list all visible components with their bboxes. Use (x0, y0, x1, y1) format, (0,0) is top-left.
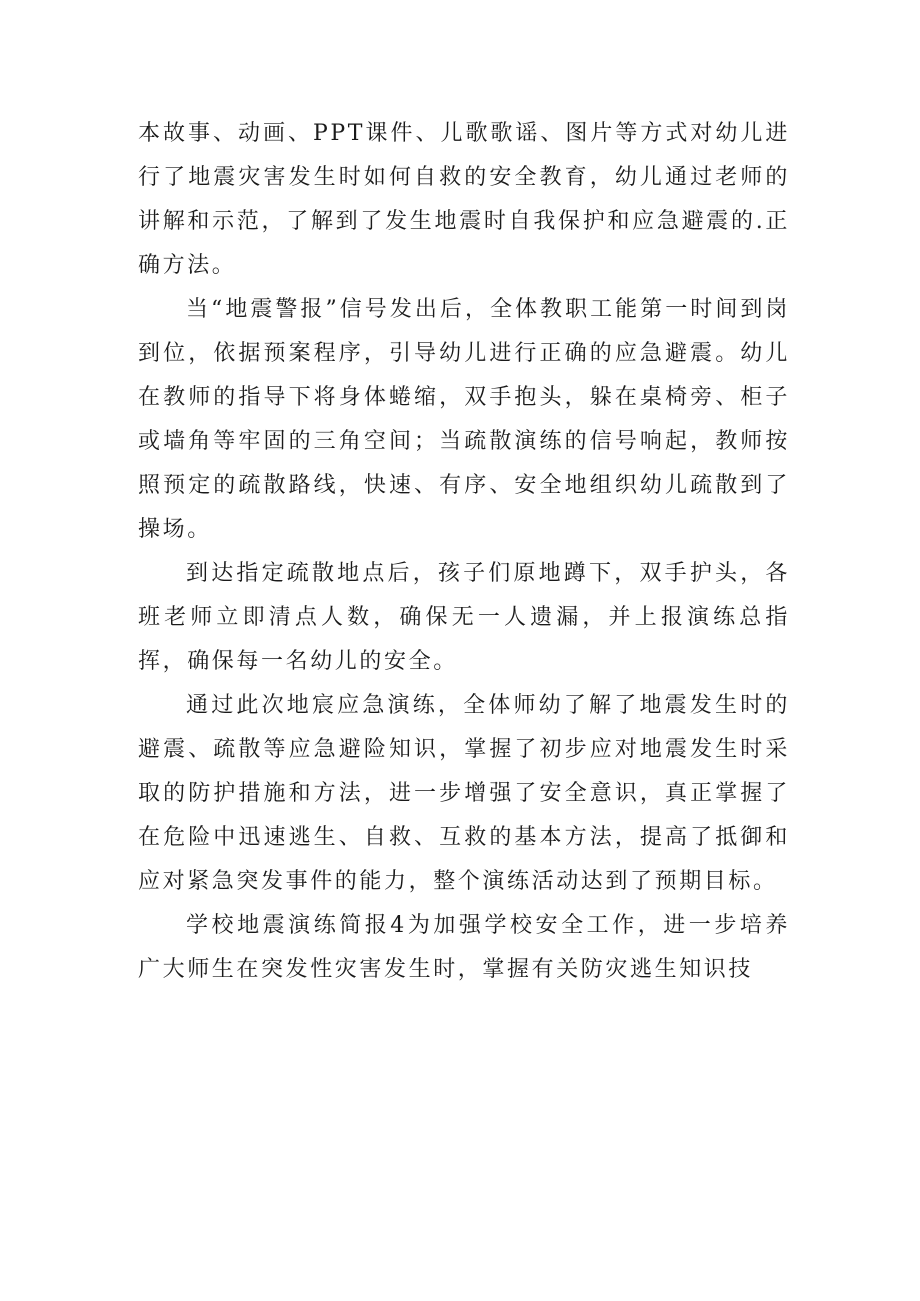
paragraph-3: 到达指定疏散地点后，孩子们原地蹲下，双手护头，各班老师立即清点人数，确保无一人遗漏，并上报演练总指挥，确保每一名幼儿的安全。 (138, 561, 790, 674)
paragraph-1: 本故事、动画、PPT课件、儿歌歌谣、图片等方式对幼儿进行了地震灾害发生时如何自救的安全教育，幼儿通过老师的讲解和示范，了解到了发生地震时自我保护和应急避震的.正确方法。 (138, 121, 790, 278)
document-body (138, 112, 790, 992)
paragraph-2: 当“地震警报”信号发出后，全体教职工能第一时间到岗到位，依据预案程序，引导幼儿进行正确的应急避震。幼儿在教师的指导下将身体蜷缩，双手抱头，躲在桌椅旁、柜子或墙角等牢固的三角空间；当疏散演练的信号响起，教师按照预定的疏散路线，快速、有序、安全地组织幼儿疏散到了操场。 (138, 297, 790, 542)
paragraph-4: 通过此次地宸应急演练，全体师幼了解了地震发生时的避震、疏散等应急避险知识，掌握了初步应对地震发生时采取的防护措施和方法，进一步增强了安全意识，真正掌握了在危险中迅速逃生、自救、互救的基本方法，提高了抵御和应对紧急突发事件的能力，整个演练活动达到了预期目标。 (138, 693, 790, 894)
paragraph-5: 学校地震演练简报4为加强学校安全工作，进一步培养广大师生在突发性灾害发生时，掌握有关防灾逃生知识技 (138, 913, 790, 982)
